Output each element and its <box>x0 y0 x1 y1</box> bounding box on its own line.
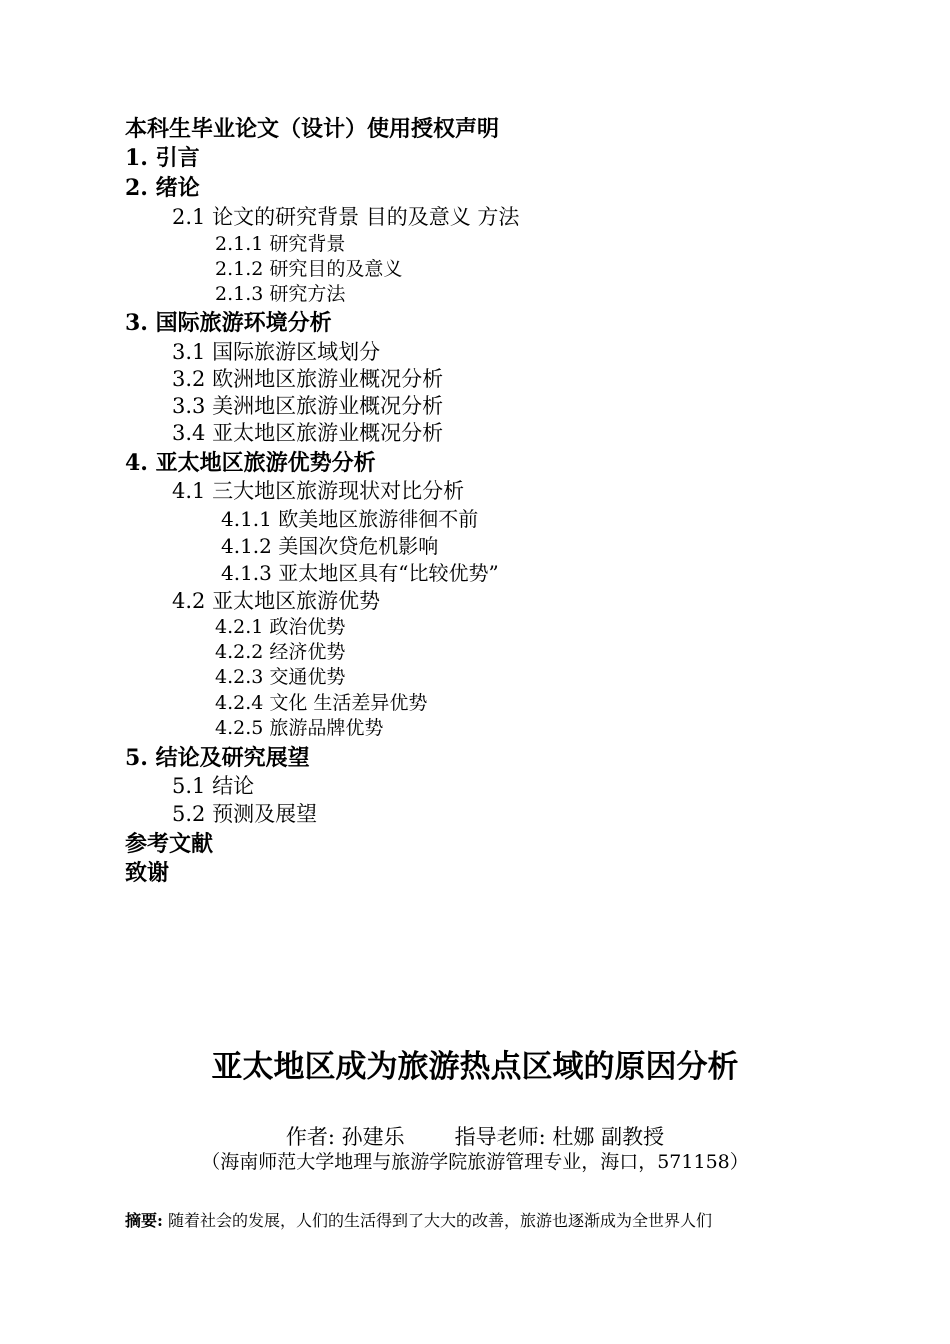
toc-section-4-1: 4.1 三大地区旅游现状对比分析 <box>172 479 465 503</box>
toc-section-3: 3. 国际旅游环境分析 <box>125 310 332 336</box>
abstract <box>125 1208 712 1231</box>
toc-section-3-1: 3.1 国际旅游区域划分 <box>172 340 381 364</box>
toc-section-2: 2. 绪论 <box>125 175 200 201</box>
toc-section-4-2-5: 4.2.5 旅游品牌优势 <box>215 717 384 739</box>
toc-acknowledgements: 致谢 <box>125 860 170 886</box>
toc-section-4-1-2: 4.1.2 美国次贷危机影响 <box>221 534 439 558</box>
toc-section-4-2-4: 4.2.4 文化 生活差异优势 <box>215 692 428 714</box>
toc-section-4-2: 4.2 亚太地区旅游优势 <box>172 589 381 613</box>
toc-section-4: 4. 亚太地区旅游优势分析 <box>125 450 376 476</box>
advisor-name: 指导老师: 杜娜 副教授 <box>454 1125 665 1149</box>
author-name: 作者: 孙建乐 <box>285 1125 405 1149</box>
toc-references: 参考文献 <box>125 831 214 857</box>
toc-section-2-1: 2.1 论文的研究背景 目的及意义 方法 <box>172 205 520 229</box>
toc-section-3-3: 3.3 美洲地区旅游业概况分析 <box>172 394 444 418</box>
toc-declaration: 本科生毕业论文（设计）使用授权声明 <box>125 116 500 142</box>
toc-section-4-2-1: 4.2.1 政治优势 <box>215 616 346 638</box>
toc-section-4-1-1: 4.1.1 欧美地区旅游徘徊不前 <box>221 507 479 531</box>
toc-section-2-1-2: 2.1.2 研究目的及意义 <box>215 258 403 280</box>
paper-title: 亚太地区成为旅游热点区域的原因分析 <box>211 1049 739 1085</box>
toc-section-4-1-3: 4.1.3 亚太地区具有“比较优势” <box>221 561 499 585</box>
toc-section-4-2-2: 4.2.2 经济优势 <box>215 641 346 663</box>
toc-section-4-2-3: 4.2.3 交通优势 <box>215 666 346 688</box>
abstract-text: 随着社会的发展，人们的生活得到了大大的改善，旅游也逐渐成为全世界人们 <box>168 1211 713 1230</box>
toc-section-1: 1. 引言 <box>125 145 200 171</box>
toc-section-2-1-3: 2.1.3 研究方法 <box>215 283 346 305</box>
affiliation: （海南师范大学地理与旅游学院旅游管理专业，海口，571158） <box>201 1151 749 1173</box>
toc-section-2-1-1: 2.1.1 研究背景 <box>215 233 346 255</box>
toc-section-3-4: 3.4 亚太地区旅游业概况分析 <box>172 421 444 445</box>
toc-section-3-2: 3.2 欧洲地区旅游业概况分析 <box>172 367 444 391</box>
toc-section-5-2: 5.2 预测及展望 <box>172 802 318 826</box>
toc-section-5-1: 5.1 结论 <box>172 774 255 798</box>
abstract-label: 摘要: <box>125 1211 163 1230</box>
toc-section-5: 5. 结论及研究展望 <box>125 745 310 771</box>
